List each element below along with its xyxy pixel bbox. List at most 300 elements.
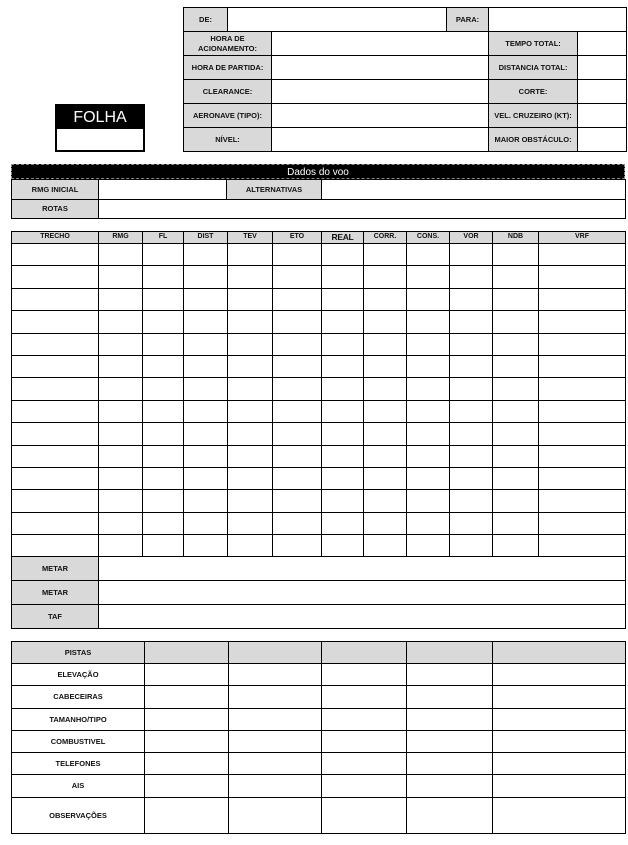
de-label: DE: (184, 8, 228, 32)
nav-cell-dist[interactable] (184, 535, 228, 557)
nav-table-row (12, 423, 626, 445)
pistas-row (12, 797, 626, 833)
pistas-cell[interactable] (145, 775, 229, 797)
nav-table-row (12, 512, 626, 534)
nav-cell-ndb[interactable] (493, 445, 539, 467)
metar-field[interactable] (99, 557, 626, 581)
nav-cell-tev[interactable] (228, 423, 273, 445)
pistas-row-label: AIS (12, 775, 145, 797)
nav-table-row (12, 355, 626, 377)
corte-label: CORTE: (489, 80, 578, 104)
nav-cell-corr[interactable] (364, 512, 407, 534)
header-row (184, 104, 627, 128)
dados-do-voo-title: Dados do voo (11, 164, 625, 179)
nav-cell-ndb[interactable] (493, 266, 539, 288)
nav-cell-rmg[interactable] (99, 378, 143, 400)
nav-cell-dist[interactable] (184, 355, 228, 377)
nav-cell-fl[interactable] (143, 423, 184, 445)
nav-cell-vor[interactable] (450, 288, 493, 310)
nav-cell-eto[interactable] (273, 423, 322, 445)
nav-cell-real[interactable] (322, 311, 364, 333)
nav-cell-dist[interactable] (184, 423, 228, 445)
nav-cell-corr[interactable] (364, 288, 407, 310)
nav-cell-trecho[interactable] (12, 266, 99, 288)
pistas-cell[interactable] (322, 686, 407, 708)
nav-cell-real[interactable] (322, 535, 364, 557)
vel-cruzeiro-field[interactable] (578, 104, 627, 128)
nav-cell-cons[interactable] (407, 535, 450, 557)
nav-cell-dist[interactable] (184, 288, 228, 310)
nav-cell-cons[interactable] (407, 244, 450, 266)
pistas-cell[interactable] (407, 686, 493, 708)
nav-cell-fl[interactable] (143, 467, 184, 489)
nav-cell-trecho[interactable] (12, 333, 99, 355)
nav-cell-real[interactable] (322, 378, 364, 400)
nav-cell-corr[interactable] (364, 378, 407, 400)
nav-cell-fl[interactable] (143, 311, 184, 333)
nav-cell-vor[interactable] (450, 266, 493, 288)
nav-cell-trecho[interactable] (12, 445, 99, 467)
nav-cell-real[interactable] (322, 288, 364, 310)
nav-cell-dist[interactable] (184, 311, 228, 333)
pistas-cell[interactable] (322, 753, 407, 775)
pistas-cell[interactable] (145, 708, 229, 730)
nav-cell-ndb[interactable] (493, 400, 539, 422)
col-header-fl: FL (143, 232, 184, 244)
nav-cell-vor[interactable] (450, 400, 493, 422)
nav-table-row (12, 378, 626, 400)
nav-cell-trecho[interactable] (12, 288, 99, 310)
nav-cell-fl[interactable] (143, 512, 184, 534)
pistas-cell[interactable] (322, 664, 407, 686)
pistas-cell[interactable] (229, 775, 322, 797)
nav-cell-trecho[interactable] (12, 423, 99, 445)
hora-acionamento-field[interactable] (272, 32, 489, 56)
nav-table-body (12, 244, 626, 557)
header-row (184, 32, 627, 56)
nav-table-row (12, 244, 626, 266)
pistas-cell[interactable] (145, 797, 229, 833)
nav-cell-cons[interactable] (407, 490, 450, 512)
nav-cell-fl[interactable] (143, 266, 184, 288)
nav-cell-tev[interactable] (228, 311, 273, 333)
nav-cell-vor[interactable] (450, 490, 493, 512)
maior-obstaculo-field[interactable] (578, 128, 627, 152)
rmg-inicial-label: RMG INICIAL (12, 180, 99, 200)
nav-table-row (12, 400, 626, 422)
pistas-header-field[interactable] (407, 642, 493, 664)
pistas-cell[interactable] (322, 775, 407, 797)
nav-cell-ndb[interactable] (493, 512, 539, 534)
nav-cell-vrf[interactable] (539, 467, 626, 489)
pistas-cell[interactable] (407, 775, 493, 797)
nav-cell-fl[interactable] (143, 535, 184, 557)
pistas-row (12, 730, 626, 752)
nav-cell-vor[interactable] (450, 467, 493, 489)
nav-cell-real[interactable] (322, 400, 364, 422)
nav-cell-corr[interactable] (364, 445, 407, 467)
pistas-row-label: OBSERVAÇÕES (12, 797, 145, 833)
nav-cell-eto[interactable] (273, 512, 322, 534)
nav-cell-vrf[interactable] (539, 423, 626, 445)
nav-cell-real[interactable] (322, 266, 364, 288)
nav-cell-rmg[interactable] (99, 333, 143, 355)
aeronave-label: AERONAVE (TIPO): (184, 104, 272, 128)
nav-cell-ndb[interactable] (493, 311, 539, 333)
nav-cell-rmg[interactable] (99, 535, 143, 557)
nav-cell-dist[interactable] (184, 333, 228, 355)
tempo-total-field[interactable] (578, 32, 627, 56)
nav-cell-ndb[interactable] (493, 333, 539, 355)
nav-cell-vor[interactable] (450, 333, 493, 355)
pistas-row-label: ELEVAÇÃO (12, 664, 145, 686)
nav-cell-cons[interactable] (407, 355, 450, 377)
nav-cell-ndb[interactable] (493, 244, 539, 266)
pistas-cell[interactable] (145, 730, 229, 752)
pistas-row-label: TELEFONES (12, 753, 145, 775)
col-header-eto: ETO (273, 232, 322, 244)
nav-cell-real[interactable] (322, 490, 364, 512)
pistas-cell[interactable] (145, 686, 229, 708)
nav-cell-eto[interactable] (273, 490, 322, 512)
pistas-row-label: COMBUSTIVEL (12, 730, 145, 752)
weather-row (12, 557, 626, 581)
nivel-field[interactable] (272, 128, 489, 152)
nav-cell-vrf[interactable] (539, 512, 626, 534)
nav-cell-trecho[interactable] (12, 535, 99, 557)
nav-cell-vor[interactable] (450, 535, 493, 557)
nav-cell-eto[interactable] (273, 266, 322, 288)
nav-cell-tev[interactable] (228, 445, 273, 467)
header-row (184, 128, 627, 152)
nav-cell-eto[interactable] (273, 378, 322, 400)
pistas-cell[interactable] (322, 730, 407, 752)
nav-cell-vor[interactable] (450, 423, 493, 445)
rmg-inicial-field[interactable] (99, 180, 227, 200)
nav-cell-real[interactable] (322, 467, 364, 489)
col-header-tev: TEV (228, 232, 273, 244)
distancia-total-field[interactable] (578, 56, 627, 80)
nav-cell-real[interactable] (322, 423, 364, 445)
alternativas-field[interactable] (322, 180, 626, 200)
pistas-cell[interactable] (145, 664, 229, 686)
nav-cell-vrf[interactable] (539, 244, 626, 266)
pistas-cell[interactable] (407, 708, 493, 730)
nav-cell-vrf[interactable] (539, 288, 626, 310)
pistas-table (11, 641, 626, 834)
nav-cell-dist[interactable] (184, 490, 228, 512)
nav-cell-corr[interactable] (364, 490, 407, 512)
rmg-alternativas-row (12, 180, 626, 200)
nav-cell-rmg[interactable] (99, 467, 143, 489)
nav-cell-trecho[interactable] (12, 378, 99, 400)
nav-cell-eto[interactable] (273, 288, 322, 310)
nav-cell-eto[interactable] (273, 467, 322, 489)
nav-cell-ndb[interactable] (493, 490, 539, 512)
nav-cell-cons[interactable] (407, 288, 450, 310)
pistas-cell[interactable] (493, 664, 626, 686)
nav-cell-cons[interactable] (407, 423, 450, 445)
nav-cell-fl[interactable] (143, 333, 184, 355)
nav-cell-fl[interactable] (143, 445, 184, 467)
taf-field[interactable] (99, 605, 626, 629)
navigation-log-table (11, 231, 626, 557)
col-header-trecho: TRECHO (12, 232, 99, 244)
pistas-cell[interactable] (407, 664, 493, 686)
nav-cell-rmg[interactable] (99, 288, 143, 310)
weather-row (12, 581, 626, 605)
pistas-cell[interactable] (493, 708, 626, 730)
pistas-cell[interactable] (493, 775, 626, 797)
pistas-cell[interactable] (229, 797, 322, 833)
nivel-label: NÍVEL: (184, 128, 272, 152)
pistas-cell[interactable] (493, 686, 626, 708)
nav-cell-vrf[interactable] (539, 333, 626, 355)
pistas-cell[interactable] (493, 797, 626, 833)
clearance-label: CLEARANCE: (184, 80, 272, 104)
pistas-cell[interactable] (493, 753, 626, 775)
nav-cell-cons[interactable] (407, 266, 450, 288)
nav-cell-corr[interactable] (364, 400, 407, 422)
taf-label: TAF (12, 605, 99, 629)
flight-header-table (183, 7, 627, 152)
rotas-field[interactable] (99, 199, 626, 219)
nav-cell-eto[interactable] (273, 355, 322, 377)
nav-cell-eto[interactable] (273, 400, 322, 422)
nav-cell-rmg[interactable] (99, 355, 143, 377)
nav-cell-trecho[interactable] (12, 467, 99, 489)
corte-field[interactable] (578, 80, 627, 104)
hora-acionamento-label: HORA DE ACIONAMENTO: (184, 32, 272, 56)
col-header-dist: DIST (184, 232, 228, 244)
para-field[interactable] (489, 8, 627, 32)
nav-cell-tev[interactable] (228, 355, 273, 377)
nav-cell-vrf[interactable] (539, 400, 626, 422)
nav-cell-fl[interactable] (143, 288, 184, 310)
nav-cell-corr[interactable] (364, 423, 407, 445)
nav-cell-rmg[interactable] (99, 244, 143, 266)
nav-cell-ndb[interactable] (493, 355, 539, 377)
hora-partida-label: HORA DE PARTIDA: (184, 56, 272, 80)
nav-cell-cons[interactable] (407, 333, 450, 355)
hora-partida-field[interactable] (272, 56, 489, 80)
rotas-row (12, 199, 626, 219)
nav-cell-corr[interactable] (364, 355, 407, 377)
nav-cell-ndb[interactable] (493, 535, 539, 557)
nav-cell-rmg[interactable] (99, 400, 143, 422)
nav-cell-tev[interactable] (228, 333, 273, 355)
nav-cell-vrf[interactable] (539, 355, 626, 377)
nav-cell-dist[interactable] (184, 244, 228, 266)
folha-box (55, 104, 145, 152)
weather-table (11, 556, 626, 629)
metar-field[interactable] (99, 581, 626, 605)
nav-cell-real[interactable] (322, 445, 364, 467)
nav-cell-cons[interactable] (407, 311, 450, 333)
distancia-total-label: DISTANCIA TOTAL: (489, 56, 578, 80)
nav-cell-ndb[interactable] (493, 423, 539, 445)
nav-cell-tev[interactable] (228, 378, 273, 400)
nav-cell-dist[interactable] (184, 512, 228, 534)
clearance-field[interactable] (272, 80, 489, 104)
nav-cell-trecho[interactable] (12, 400, 99, 422)
nav-cell-tev[interactable] (228, 535, 273, 557)
nav-cell-cons[interactable] (407, 445, 450, 467)
nav-cell-real[interactable] (322, 244, 364, 266)
nav-cell-eto[interactable] (273, 244, 322, 266)
pistas-cell[interactable] (229, 664, 322, 686)
nav-cell-corr[interactable] (364, 266, 407, 288)
vel-cruzeiro-label: VEL. CRUZEIRO (KT): (489, 104, 578, 128)
nav-cell-vrf[interactable] (539, 378, 626, 400)
nav-cell-ndb[interactable] (493, 467, 539, 489)
pistas-cell[interactable] (322, 708, 407, 730)
pistas-cell[interactable] (229, 708, 322, 730)
nav-table-row (12, 333, 626, 355)
nav-cell-fl[interactable] (143, 490, 184, 512)
nav-cell-cons[interactable] (407, 400, 450, 422)
nav-cell-corr[interactable] (364, 535, 407, 557)
rotas-label: ROTAS (12, 199, 99, 219)
pistas-header-field[interactable] (229, 642, 322, 664)
nav-cell-trecho[interactable] (12, 311, 99, 333)
para-label: PARA: (447, 8, 489, 32)
nav-cell-dist[interactable] (184, 467, 228, 489)
col-header-vor: VOR (450, 232, 493, 244)
pistas-cell[interactable] (407, 797, 493, 833)
nav-table-row (12, 490, 626, 512)
tempo-total-label: TEMPO TOTAL: (489, 32, 578, 56)
nav-table-row (12, 467, 626, 489)
nav-cell-tev[interactable] (228, 512, 273, 534)
weather-row (12, 605, 626, 629)
nav-cell-eto[interactable] (273, 311, 322, 333)
nav-cell-ndb[interactable] (493, 288, 539, 310)
nav-cell-vrf[interactable] (539, 535, 626, 557)
nav-cell-dist[interactable] (184, 378, 228, 400)
nav-cell-vrf[interactable] (539, 266, 626, 288)
pistas-table-body (12, 664, 626, 834)
nav-cell-fl[interactable] (143, 244, 184, 266)
nav-cell-tev[interactable] (228, 400, 273, 422)
col-header-ndb: NDB (493, 232, 539, 244)
de-field[interactable] (228, 8, 447, 32)
nav-cell-real[interactable] (322, 355, 364, 377)
pistas-row (12, 753, 626, 775)
nav-cell-trecho[interactable] (12, 512, 99, 534)
nav-cell-cons[interactable] (407, 512, 450, 534)
nav-cell-corr[interactable] (364, 311, 407, 333)
nav-cell-vor[interactable] (450, 355, 493, 377)
nav-cell-vrf[interactable] (539, 445, 626, 467)
nav-cell-dist[interactable] (184, 400, 228, 422)
pistas-cell[interactable] (407, 753, 493, 775)
alternativas-label: ALTERNATIVAS (227, 180, 322, 200)
nav-cell-rmg[interactable] (99, 266, 143, 288)
nav-cell-dist[interactable] (184, 266, 228, 288)
maior-obstaculo-label: MAIOR OBSTÁCULO: (489, 128, 578, 152)
nav-cell-trecho[interactable] (12, 244, 99, 266)
nav-cell-vor[interactable] (450, 378, 493, 400)
nav-cell-rmg[interactable] (99, 512, 143, 534)
nav-cell-rmg[interactable] (99, 490, 143, 512)
pistas-row-label: TAMANHO/TIPO (12, 708, 145, 730)
folha-title: FOLHA (57, 106, 143, 129)
pistas-cell[interactable] (229, 753, 322, 775)
nav-cell-vrf[interactable] (539, 311, 626, 333)
nav-cell-trecho[interactable] (12, 490, 99, 512)
nav-table-row (12, 445, 626, 467)
nav-table-row (12, 266, 626, 288)
nav-cell-dist[interactable] (184, 445, 228, 467)
pistas-row (12, 664, 626, 686)
pistas-header-field[interactable] (493, 642, 626, 664)
nav-cell-tev[interactable] (228, 490, 273, 512)
nav-cell-eto[interactable] (273, 333, 322, 355)
pistas-row (12, 686, 626, 708)
nav-cell-corr[interactable] (364, 333, 407, 355)
nav-cell-rmg[interactable] (99, 423, 143, 445)
nav-cell-vor[interactable] (450, 512, 493, 534)
nav-cell-real[interactable] (322, 333, 364, 355)
pistas-cell[interactable] (493, 730, 626, 752)
nav-cell-trecho[interactable] (12, 355, 99, 377)
nav-cell-eto[interactable] (273, 535, 322, 557)
nav-cell-vor[interactable] (450, 244, 493, 266)
nav-table-row (12, 311, 626, 333)
header-row (184, 56, 627, 80)
pistas-cell[interactable] (322, 797, 407, 833)
pistas-cell[interactable] (145, 753, 229, 775)
nav-cell-corr[interactable] (364, 467, 407, 489)
pistas-header-field[interactable] (145, 642, 229, 664)
pistas-header-field[interactable] (322, 642, 407, 664)
nav-cell-fl[interactable] (143, 355, 184, 377)
pistas-cell[interactable] (229, 730, 322, 752)
nav-cell-fl[interactable] (143, 378, 184, 400)
folha-number-field[interactable] (57, 129, 143, 150)
nav-table-header (12, 232, 626, 244)
col-header-real: REAL (322, 232, 364, 244)
nav-cell-corr[interactable] (364, 244, 407, 266)
nav-cell-cons[interactable] (407, 467, 450, 489)
nav-table-row (12, 535, 626, 557)
pistas-row-label: CABECEIRAS (12, 686, 145, 708)
nav-cell-tev[interactable] (228, 288, 273, 310)
header-row-de-para (184, 8, 627, 32)
nav-cell-cons[interactable] (407, 378, 450, 400)
nav-cell-vor[interactable] (450, 311, 493, 333)
pistas-cell[interactable] (407, 730, 493, 752)
nav-cell-ndb[interactable] (493, 378, 539, 400)
col-header-vrf: VRF (539, 232, 626, 244)
nav-cell-tev[interactable] (228, 244, 273, 266)
pistas-header-row (12, 642, 626, 664)
nav-cell-rmg[interactable] (99, 311, 143, 333)
pistas-label: PISTAS (12, 642, 145, 664)
nav-cell-vor[interactable] (450, 445, 493, 467)
metar-label: METAR (12, 581, 99, 605)
nav-cell-rmg[interactable] (99, 445, 143, 467)
nav-cell-vrf[interactable] (539, 490, 626, 512)
nav-cell-tev[interactable] (228, 467, 273, 489)
pistas-cell[interactable] (229, 686, 322, 708)
nav-cell-real[interactable] (322, 512, 364, 534)
nav-cell-eto[interactable] (273, 445, 322, 467)
nav-cell-tev[interactable] (228, 266, 273, 288)
aeronave-field[interactable] (272, 104, 489, 128)
nav-cell-fl[interactable] (143, 400, 184, 422)
